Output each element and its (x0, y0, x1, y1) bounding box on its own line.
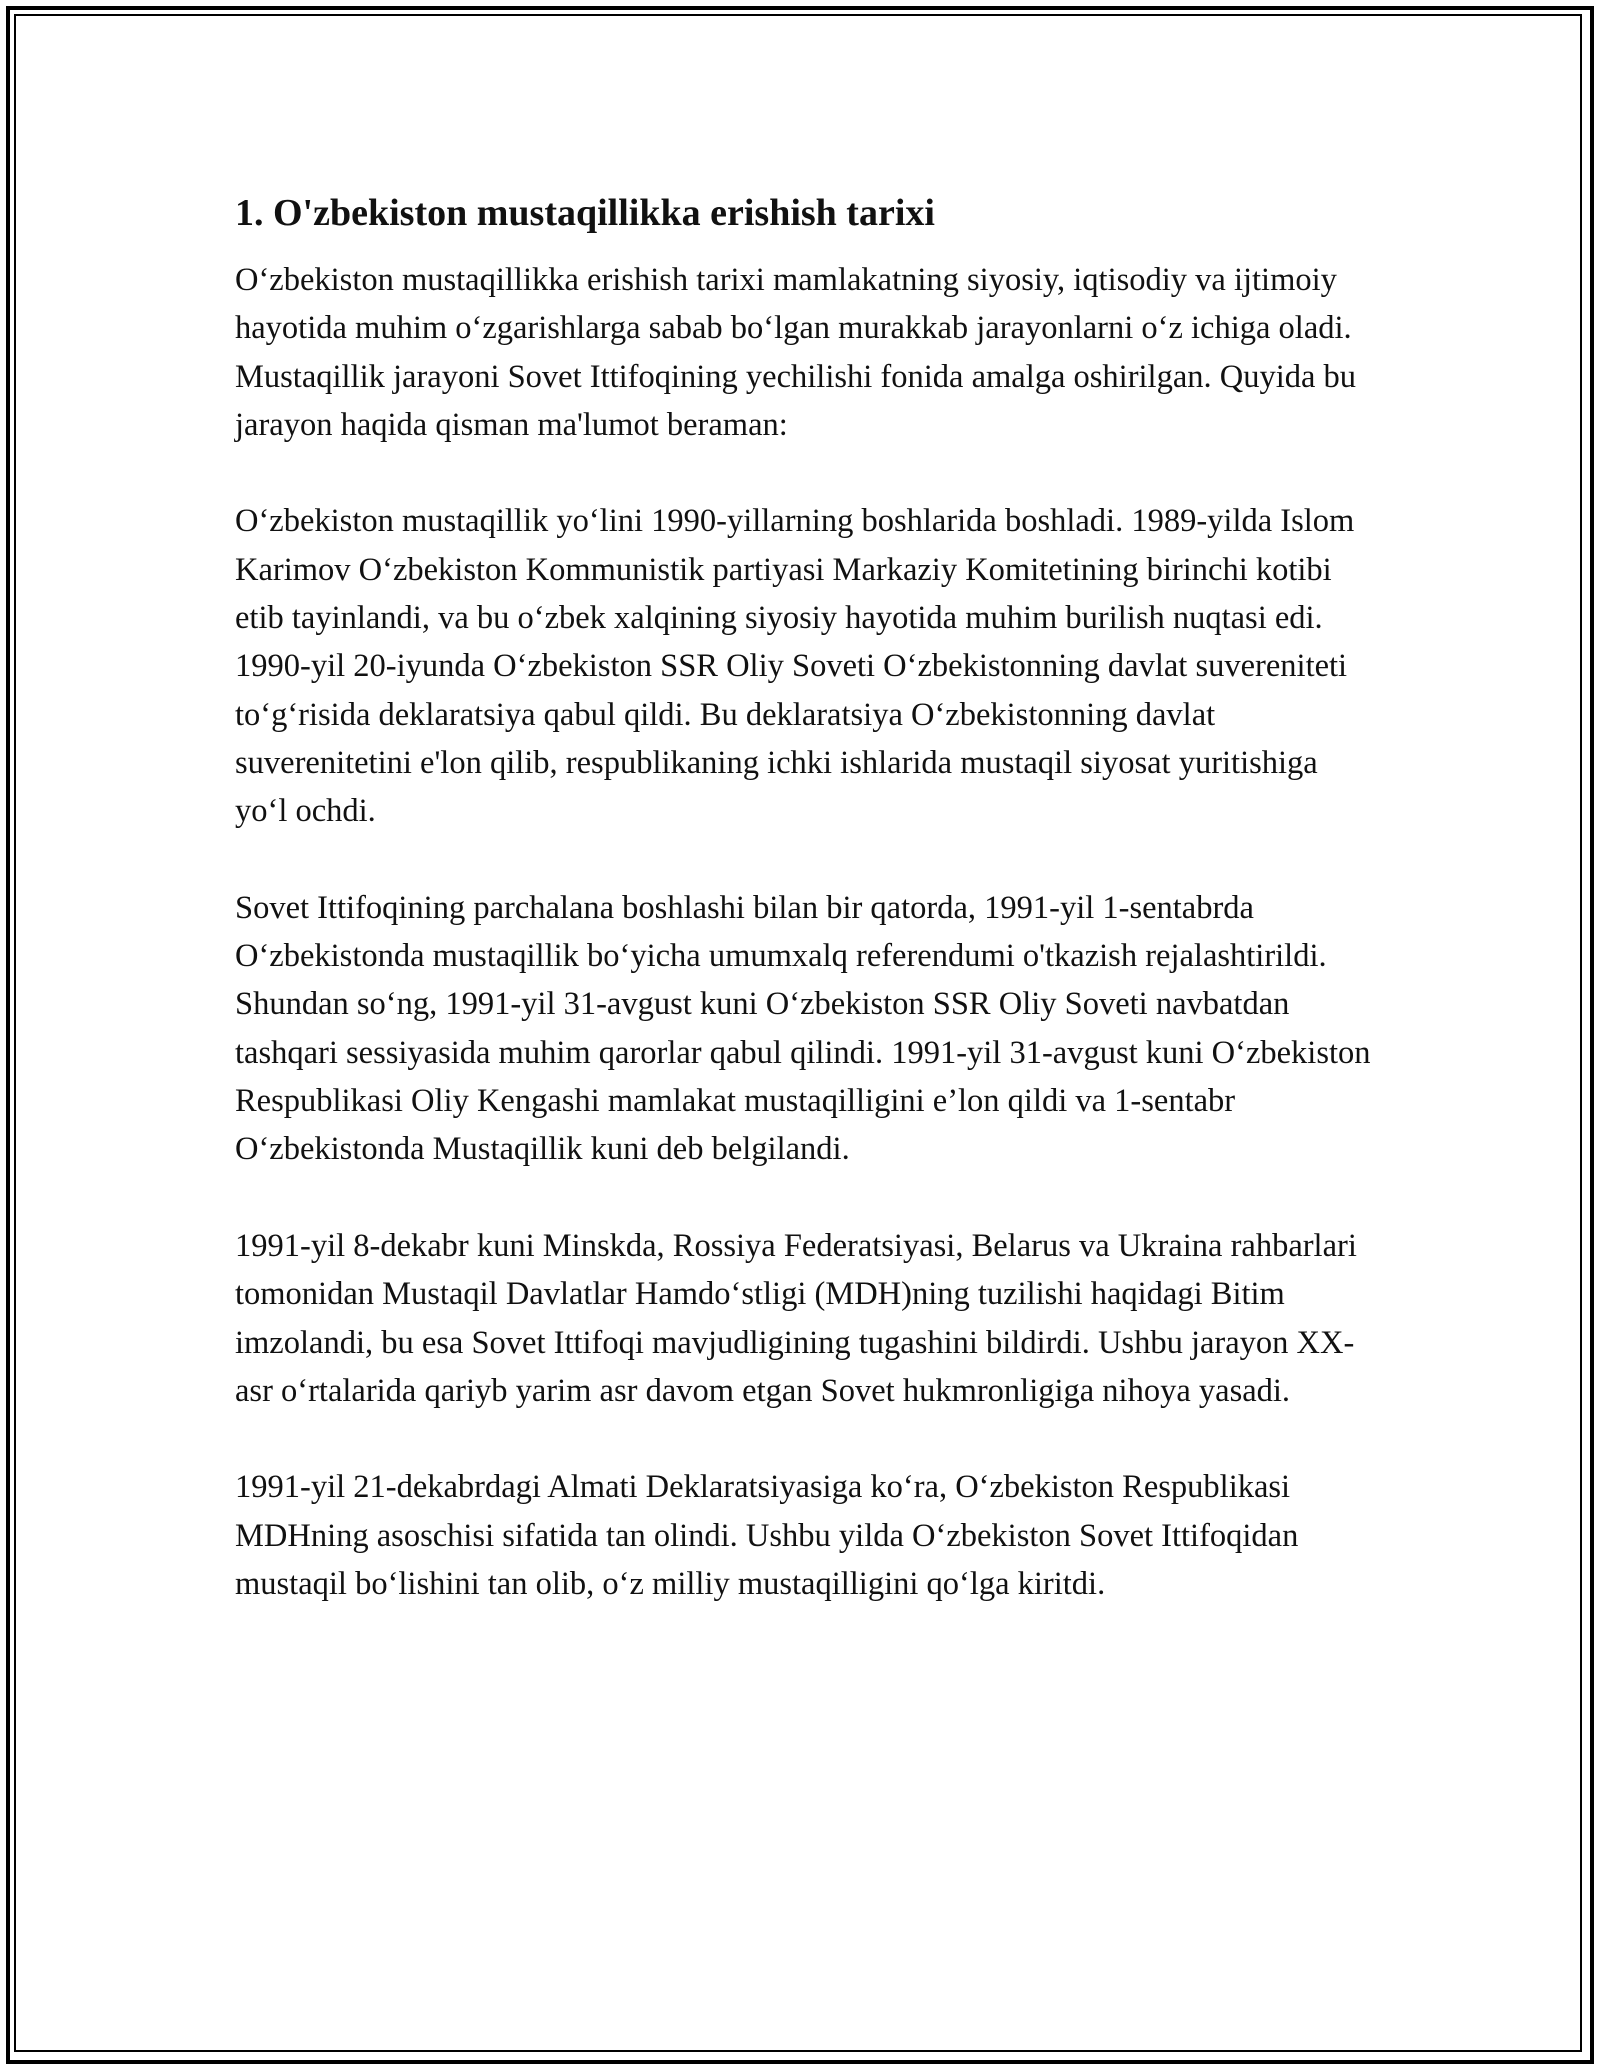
paragraph-sovereignty: O‘zbekiston mustaqillik yo‘lini 1990-yillarning boshlarida boshladi. 1989-yilda Islom Karimov O‘zbekiston Kommunistik partiyasi Markaziy Komitetining birinchi kotibi etib tayinlandi, va bu o‘zbek xalqining siyosiy hayotida muhim burilish nuqtasi edi. 1990-yil 20-iyunda O‘zbekiston SSR Oliy Soveti O‘zbekistonning davlat suvereniteti to‘g‘risida deklaratsiya qabul qildi. Bu deklaratsiya O‘zbekistonning davlat suverenitetini e'lon qilib, respublikaning ichki ishlarida mustaqil siyosat yuritishiga yo‘l ochdi. (235, 503, 1355, 830)
document-body (235, 188, 1375, 1657)
paragraph-independence: Sovet Ittifoqining parchalana boshlashi bilan bir qatorda, 1991-yil 1-sentabrda O‘zbekistonda mustaqillik bo‘yicha umumxalq referendumi o'tkazish rejalashtirildi. Shundan so‘ng, 1991-yil 31-avgust kuni O‘zbekiston SSR Oliy Soveti navbatdan tashqari sessiyasida muhim qarorlar qabul qilindi. 1991-yil 31-avgust kuni O‘zbekiston Respublikasi Oliy Kengashi mamlakat mustaqilligini e’lon qildi va 1-sentabr O‘zbekistonda Mustaqillik kuni deb belgilandi. (235, 889, 1371, 1168)
paragraph-cis: 1991-yil 8-dekabr kuni Minskda, Rossiya Federatsiyasi, Belarus va Ukraina rahbarlari tomonidan Mustaqil Davlatlar Hamdo‘stligi (MDH)ning tuzilishi haqidagi Bitim imzolandi, bu esa Sovet Ittifoqi mavjudligining tugashini bildirdi. Ushbu jarayon XX-asr o‘rtalarida qariyb yarim asr davom etgan Sovet hukmronligiga nihoya yasadi. (235, 1227, 1357, 1409)
paragraph-intro: O‘zbekiston mustaqillikka erishish tarixi mamlakatning siyosiy, iqtisodiy va ijtimoiy hayotida muhim o‘zgarishlarga sabab bo‘lgan murakkab jarayonlarni o‘z ichiga oladi. Mustaqillik jarayoni Sovet Ittifoqining yechilishi fonida amalga oshirilgan. Quyida bu jarayon haqida qisman ma'lumot beraman: (235, 262, 1357, 443)
paragraph-almaty: 1991-yil 21-dekabrdagi Almati Deklaratsiyasiga ko‘ra, O‘zbekiston Respublikasi MDHning asoschisi sifatida tan olindi. Ushbu yilda O‘zbekiston Sovet Ittifoqidan mustaqil bo‘lishini tan olib, o‘z milliy mustaqilligini qo‘lga kiritdi. (235, 1469, 1299, 1603)
document-title: 1. O'zbekiston mustaqillikka erishish tarixi (235, 192, 935, 234)
